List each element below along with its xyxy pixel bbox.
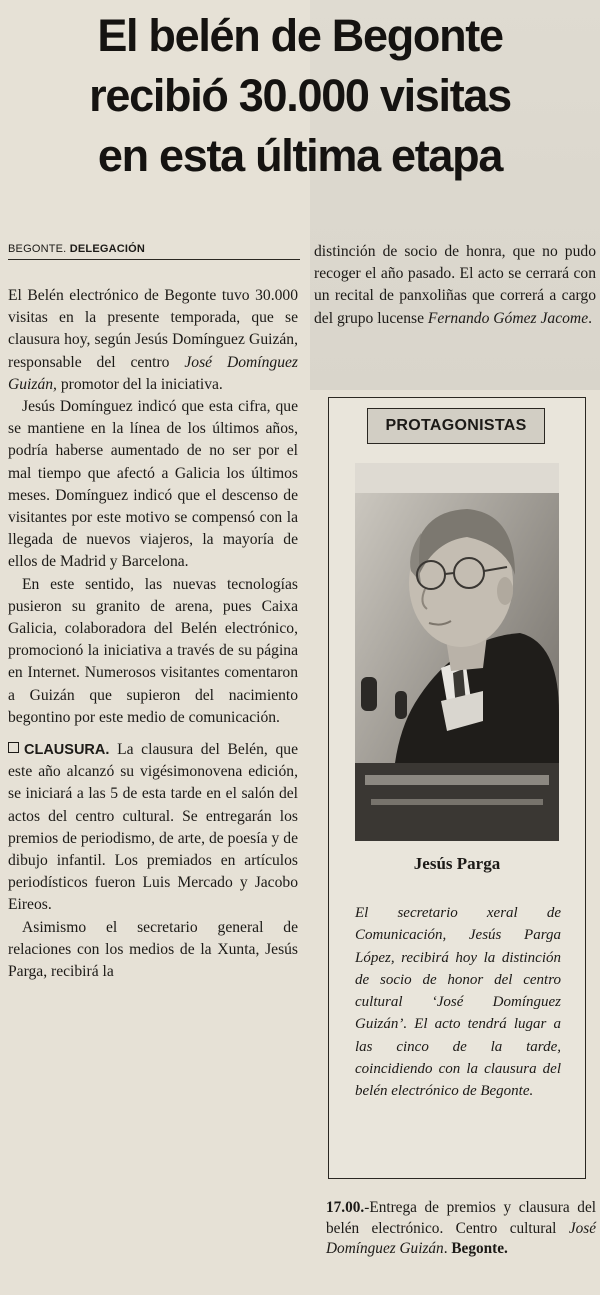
agenda-text: -Entrega de premios y clausura del belén electrónico. Centro cultural: [326, 1199, 596, 1237]
agenda-place: Begonte.: [451, 1240, 508, 1257]
paragraph-1-italic: José Domínguez Guizán,: [8, 353, 299, 393]
headline-line-1: El belén de Begonte: [97, 10, 503, 61]
agenda-note: [326, 1198, 596, 1260]
agenda-venue: José Domínguez Guizán: [326, 1219, 596, 1257]
byline-section: DELEGACIÓN: [69, 243, 146, 255]
sidebar-tag: PROTAGONISTAS: [367, 408, 545, 444]
agenda-time: 17.00.: [326, 1199, 365, 1216]
article-column-right: [314, 241, 596, 330]
paragraph-6: [314, 241, 596, 330]
headline-line-2: recibió 30.000 visitas: [89, 70, 511, 121]
article-column-left: [8, 285, 298, 983]
portrait-photo: [355, 463, 559, 841]
square-outline-icon: [8, 742, 19, 753]
paragraph-4-text: La clausura del Belén, que este año alcanzó su vigésimonovena edición, se iniciará a las 5 de esta tarde en el salón del actos del centro cultural. Se entregarán los premios de periodismo, de arte, de poesía y de dibujo infantil. Los premiados en artículos periodísticos fueron Luis Mercado y Jacobo Eireos.: [8, 741, 298, 914]
headline-line-3: en esta última etapa: [97, 130, 503, 181]
byline-place: BEGONTE.: [8, 243, 67, 255]
paragraph-6-text: distinción de socio de honra, que no pudo recoger el año pasado. El acto se cerrará con un recital de panxoliñas que correrá a cargo del grupo lucense: [314, 243, 596, 327]
headline: [8, 6, 592, 186]
paragraph-6-italic: Fernando Gómez Jacome: [427, 309, 589, 327]
paragraph-1-text: El Belén electrónico de Begonte tuvo 30.000 visitas en la presente temporada, que se clausura hoy, según Jesús Domínguez Guizán, responsable del centro: [8, 287, 298, 371]
photo-caption: El secretario xeral de Comunicación, Jesús Parga López, recibirá hoy la distinción de socio de honor del centro cultural ‘José Domínguez Guizán’. El acto tendrá lugar a las cinco de la tarde, coincidiendo con la clausura del belén electrónico de Begonte.: [355, 905, 561, 1100]
paragraph-3: En este sentido, las nuevas tecnologías pusieron su granito de arena, pues Caixa Galicia, colaboradora del Belén electrónico, promocionó la iniciativa a través de su página en Internet. Numerosos visitantes comentaron a Guizán que supieron del nacimiento begontino por este medio de comunicación.: [8, 575, 298, 726]
sidebar-box: [328, 397, 586, 1179]
agenda-separator: .: [443, 1240, 452, 1257]
section-label: CLAUSURA.: [24, 742, 110, 759]
paragraph-6-end: .: [588, 309, 593, 327]
paragraph-2: Jesús Domínguez indicó que esta cifra, que se mantiene en la línea de los últimos años, podría haberse aumentado de no ser por el mal tiempo que afectó a Galicia los últimos meses. Domínguez indicó que el descenso de visitantes por este motivo se compensó con la llegada de nuevos viajeros, la mayoría de ellos de Madrid y Barcelona.: [8, 398, 298, 571]
paragraph-1-end: promotor del la iniciativa.: [56, 375, 223, 393]
portrait-illustration: [355, 463, 559, 841]
paragraph-5: Asimismo el secretario general de relaciones con los medios de la Xunta, Jesús Parga, recibirá la: [8, 918, 298, 981]
paragraph-clausura: [8, 739, 298, 917]
paragraph-1: [8, 285, 298, 396]
byline: [8, 243, 300, 260]
photo-subject-name: Jesús Parga: [413, 854, 501, 873]
